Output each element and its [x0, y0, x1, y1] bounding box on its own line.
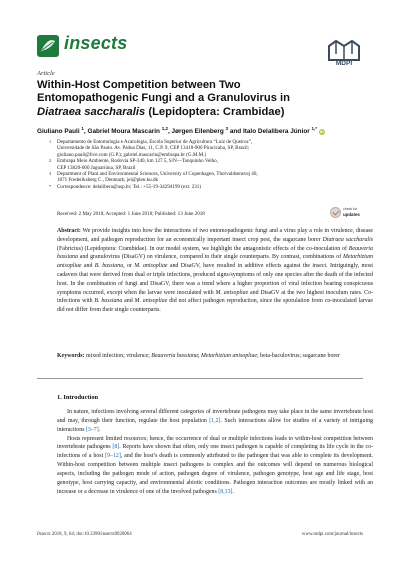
- affiliation-line: Department of Plant and Environmental Sciences, University of Copenhagen, Thorvaldsensvej 40,: [57, 171, 258, 178]
- paragraph-text: .: [98, 426, 101, 433]
- author-affil-sup: 1,2: [161, 126, 168, 131]
- footer-journal: Insects: [37, 532, 51, 537]
- citation-link[interactable]: [9–12]: [105, 453, 121, 460]
- abstract-text: and DisaGV at the two highest inoculum rates. Co-infections with: [57, 289, 373, 305]
- abstract-text: (Fabricius) (Lepidoptera: Crambidae). In our model system, we highlight the antagonistic effects of the co-inoculation of: [57, 245, 349, 252]
- affiliation-item: [49, 158, 377, 171]
- affiliation-number: 2: [49, 158, 52, 164]
- paragraph-text: . Reports have shown that often, only one insect pathogen is capable of completing its life cycle in the co-infections of a host: [57, 444, 373, 460]
- paragraph-text: .: [232, 488, 234, 495]
- author-name[interactable]: Italo Delalibera Júnior: [242, 128, 310, 136]
- check-updates-label-1: check for: [343, 207, 358, 211]
- affiliation-number: 1: [49, 139, 52, 144]
- paragraph: [57, 408, 373, 435]
- title-part-2: (Lepidoptera: Crambidae): [145, 105, 285, 118]
- affiliation-line: CEP 13820-000 Jaguariúna, SP, Brazil: [57, 164, 136, 171]
- keywords-label: Keywords:: [57, 353, 85, 359]
- check-updates-icon: [330, 207, 341, 218]
- article-type: Article: [37, 70, 55, 77]
- abstract-text: and DisaGV, have resulted in additive effects against the insect. Intriguingly, most cadavers that were derived from dual or triple infections, produced signs/symptoms of only one species after the death of the infected host. In the combination of fungi and DisaGV, there was a trend where a higher proportion of viral infection bearing conspicuous symptoms occurred, except when the larvae were inoculated with: [57, 263, 373, 296]
- affiliations: [49, 139, 377, 190]
- affiliation-line: Universidade de São Paulo. Av. Pádua Dias, 11, C.P. 9, CEP 13418-900 Piracicaba, SP, Brazil;: [57, 145, 250, 152]
- author-affil-sup: 1: [81, 126, 84, 131]
- abstract: [57, 227, 373, 315]
- author-name[interactable]: Gabriel Moura Mascarin: [87, 128, 160, 136]
- abstract-species: B. bassiana: [94, 298, 123, 305]
- paragraph-text: , and the host’s death is commonly attributed to the pathogen that was able to complete its development. Within-host competition between multiple insect pathogens is complex and the outcomes will depend on numerous biological aspects, including the pathogen mode of action, pathogen degree of virulence, pathogen genotype, host age and life stage, host genotype, host carrying capacity, and environmental abiotic conditions. Pathogen interaction outcomes are mostly linked with an increase or a decrease in virulence of one of the involved pathogens: [57, 453, 373, 495]
- citation-link[interactable]: [8]: [112, 444, 120, 451]
- check-for-updates-button[interactable]: [330, 206, 364, 220]
- citation-link[interactable]: [3–7]: [85, 426, 99, 433]
- title-part-1: Within-Host Competition between Two Entomopathogenic Fungi and a Granulovirus in: [37, 79, 290, 105]
- affiliation-email-line[interactable]: 1871 Frederiksberg C., Denmark; jei@plen.ku.dk: [57, 177, 159, 184]
- abstract-species: M. anisopliae: [134, 263, 168, 270]
- journal-name: insects: [64, 33, 128, 53]
- citation-link[interactable]: [1,2]: [209, 417, 221, 424]
- abstract-text: and granulovirus (DisaGV) on virulence, compared to their single counterparts. By contrast, combinations of: [77, 254, 343, 261]
- publisher-name: MDPI: [335, 60, 353, 67]
- keywords-text: mixed infection; virulence;: [84, 353, 152, 359]
- abstract-text: did not affect pathogen reproduction, since the sporulation from co-inoculated larvae did not differ from their single counterparts.: [57, 298, 374, 314]
- abstract-label: Abstract:: [57, 228, 81, 234]
- section-divider: [37, 378, 363, 379]
- abstract-species: Metarhizium anisopliae: [57, 254, 373, 270]
- abstract-text: We provide insights into how the interactions of two entomopathogenic fungi and a virus play a role in virulence, disease development, and pathogen reproduction for an economically important insect crop pest, the sugarcane borer: [57, 228, 373, 243]
- author-name[interactable]: Giuliano Pauli: [37, 128, 80, 136]
- keywords-text: ; beta-baculovirus; sugarcane borer: [257, 353, 340, 359]
- section-heading: 1. Introduction: [57, 394, 99, 401]
- paragraph: [57, 435, 373, 497]
- abstract-species: Beauveria bassiana: [57, 245, 373, 261]
- abstract-species: Diatraea saccharalis: [322, 236, 373, 243]
- paragraph-text: In nature, infections involving several different categories of invertebrate pathogens may take place in the same invertebrate host and may, through their function, regulate the host population: [57, 409, 373, 424]
- author-affil-sup: 3: [225, 126, 229, 131]
- author-name[interactable]: Jørgen Eilenberg: [171, 128, 224, 136]
- author-list: Giuliano Pauli $^1$, Gabriel Moura Mascarin $^{1,2}$, Jørgen Eilenberg $^3$ and Italo Delalibera Júnior $^{1,*}$ iD: [37, 126, 324, 136]
- paragraph-text: Hosts represent limited resources; hence, the occurrence of dual or multiple infections leads to within-host competition between invertebrate pathogens: [57, 435, 373, 451]
- check-updates-label-2: updates: [343, 212, 360, 217]
- journal-logo-icon: [37, 35, 59, 57]
- abstract-species: M. anisopliae: [134, 298, 168, 305]
- keywords-species: Metarhizium anisopliae: [201, 353, 258, 359]
- keywords-text: ;: [197, 353, 201, 359]
- article-title: [37, 79, 337, 119]
- affiliation-item: [49, 139, 377, 158]
- introduction-body: [57, 408, 373, 496]
- author-affil-sup: 1,*: [311, 126, 318, 131]
- keywords-species: Beauveria bassiana: [151, 353, 198, 359]
- affiliation-line: Departamento de Entomologia e Acarologia, Escola Superior de Agricultura “Luiz de Queiroz”,: [57, 139, 253, 145]
- abstract-species: B. bassiana: [94, 263, 124, 270]
- footer-doi[interactable]: 2018, 9, 64; doi:10.3390/insects9020064: [50, 532, 132, 537]
- abstract-text: and: [81, 263, 95, 270]
- publication-dates: Received: 2 May 2018; Accepted: 1 June 2018; Published: 13 June 2018: [57, 211, 205, 217]
- abstract-species: M. anisopliae: [215, 289, 249, 296]
- abstract-text: and: [122, 298, 135, 305]
- affiliation-number: *: [49, 183, 52, 189]
- correspondence-item: [49, 183, 377, 190]
- paragraph-text: . Such interactions allow for studies of a variety of intriguing interactions: [57, 417, 373, 433]
- affiliation-email-line[interactable]: giuliano.pauli@live.com (G.P.); gabriel.mascarin@embrapa.br (G.M.M.): [57, 151, 207, 158]
- affiliation-item: [49, 171, 377, 184]
- correspondence-line[interactable]: Correspondence: delalibera@usp.br; Tel.: +55-19-34294199 (ext. 231): [57, 183, 202, 190]
- affiliation-number: 3: [49, 171, 52, 177]
- citation-link[interactable]: [8,13]: [218, 488, 233, 495]
- footer-citation: [37, 532, 132, 537]
- title-species: Diatraea saccharalis: [37, 105, 146, 118]
- footer-url[interactable]: www.mdpi.com/journal/insects: [301, 532, 363, 537]
- keywords: [57, 352, 373, 360]
- orcid-icon[interactable]: iD: [319, 129, 324, 135]
- affiliation-line: Embrapa Meio Ambiente, Rodovia SP-340, km 127.5, S/N—Tanquinho Velho,: [57, 158, 218, 165]
- abstract-text: , or: [123, 263, 135, 270]
